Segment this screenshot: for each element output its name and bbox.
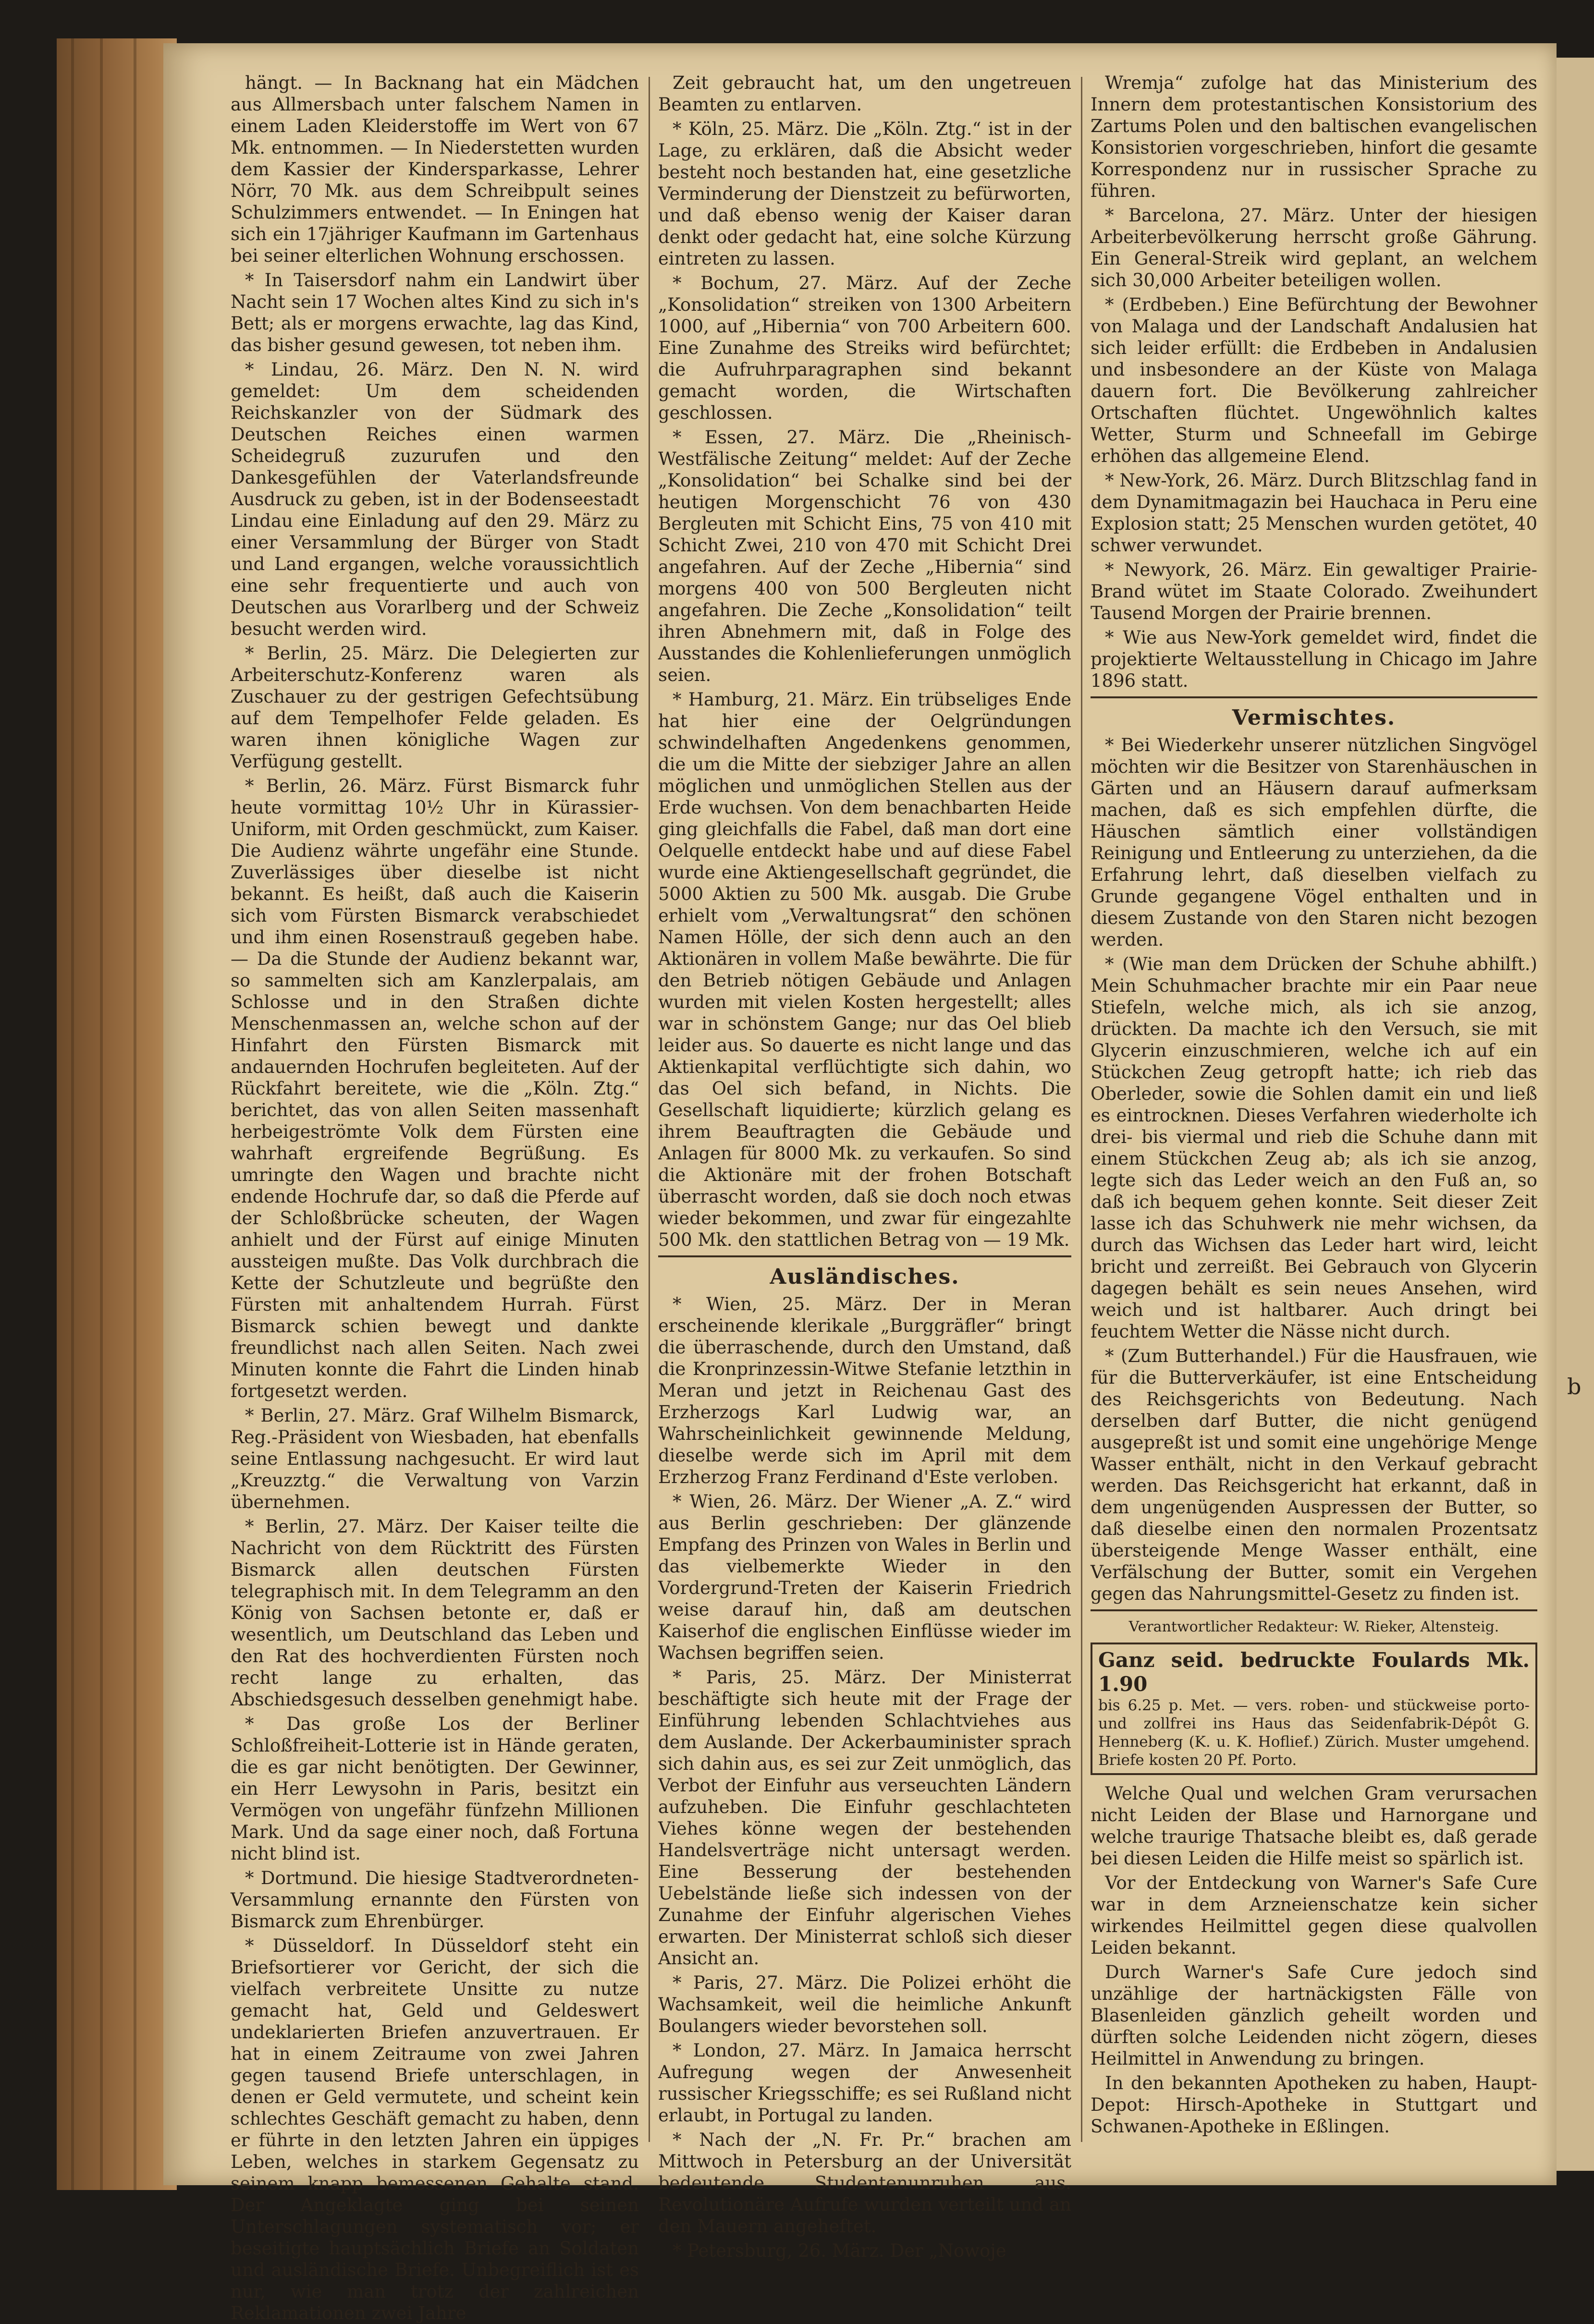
- column-3: [1091, 72, 1537, 2152]
- article-paragraph: * Petersburg, 26. März. Der „Nowoje: [673, 2240, 1006, 2261]
- newspaper-page: [163, 43, 1557, 2324]
- article-paragraph: * Bei Wiederkehr unserer nützlichen Singvögel möchten wir die Besitzer von Starenhäuschen in Gärten und an Häusern darauf aufmerksam machen, daß es sich empfehlen dürfte, die Häuschen sämtlich einer vollständigen Reinigung und Entleerung zu unterziehen, da die Erfahrung lehrt, daß dieselben vielfach zu Grunde gegangene Vögel enthalten und in diesem Zustande von den Staren nicht bezogen werden.: [1091, 735, 1537, 950]
- article-paragraph: Welche Qual und welchen Gram verursachen nicht Leiden der Blase und Harnorgane und welche traurige Thatsache bleibt es, daß gerade bei diesen Leiden die Hilfe meist so spärlich ist.: [1091, 1783, 1537, 1869]
- article-paragraph: * Dortmund. Die hiesige Stadtverordneten-Versammlung ernannte den Fürsten von Bismarck zum Ehrenbürger.: [231, 1868, 639, 1932]
- adjacent-page-letter: b: [1567, 1374, 1582, 1399]
- adjacent-page-edge: [1557, 58, 1594, 2171]
- column-3-articles: [1091, 72, 1537, 692]
- section-rule: [1091, 696, 1537, 698]
- page-edge: [134, 38, 136, 2190]
- article-paragraph: * London, 27. März. In Jamaica herrscht Aufregung wegen der Anwesenheit russischer Kriegsschiffe; es sei Rußland nicht erlaubt, in Portugal zu landen.: [658, 2040, 1071, 2126]
- article-paragraph: * Wien, 26. März. Der Wiener „A. Z.“ wird aus Berlin geschrieben: Der glänzende Empfang des Prinzen von Wales in Berlin und das vielbemerkte Wieder in den Vordergrund-Treten der Kaiserin Friedrich weise darauf hin, daß am deutschen Kaiserhof die englischen Einflüsse wieder im Wachsen begriffen seien.: [658, 1491, 1071, 1663]
- ad-body: bis 6.25 p. Met. — vers. roben- und stückweise porto- und zollfrei ins Haus das Seidenfabrik-Dépôt G. Henneberg (K. u. K. Hoflief.) Zürich. Muster umgehend. Briefe kosten 20 Pf. Porto.: [1098, 1697, 1530, 1769]
- article-paragraph: * In Taisersdorf nahm ein Landwirt über Nacht sein 17 Wochen altes Kind zu sich in's Bett; als er morgens erwachte, lag das Kind, das bisher gesund gewesen, tot neben ihm.: [231, 270, 639, 355]
- column-1: [231, 72, 639, 2324]
- article-paragraph: Durch Warner's Safe Cure jedoch sind unzählige der hartnäckigsten Fälle von Blasenleiden gänzlich geheilt worden und dürften solche Leidenden nicht zögern, dieses Heilmittel in Anwendung zu bringen.: [1091, 1962, 1537, 2069]
- editor-credit: Verantwortlicher Redakteur: W. Rieker, Altensteig.: [1128, 1618, 1499, 1635]
- page-edge: [100, 38, 103, 2190]
- article-paragraph: * Berlin, 27. März. Graf Wilhelm Bismarck, Reg.-Präsident von Wiesbaden, hat ebenfalls seine Entlassung nachgesucht. Er wird laut „Kreuzztg.“ die Verwaltung von Varzin übernehmen.: [231, 1405, 639, 1512]
- article-paragraph: Wremja“ zufolge hat das Ministerium des Innern dem protestantischen Konsistorium des Zartums Polen und den baltischen evangelischen Konsistorien vorgeschrieben, hinfort die gesamte Korrespondenz nur in russischer Sprache zu führen.: [1091, 73, 1537, 201]
- article-paragraph: * Köln, 25. März. Die „Köln. Ztg.“ ist in der Lage, zu erklären, daß die Absicht weder besteht noch bestanden hat, eine gesetzliche Verminderung der Dienstzeit zu befürworten, und daß ebenso wenig der Kaiser daran denkt oder gedacht hat, eine solche Kürzung eintreten zu lassen.: [658, 119, 1071, 269]
- section-heading-vermischtes: Vermischtes.: [1232, 706, 1396, 730]
- article-paragraph: * Lindau, 26. März. Den N. N. wird gemeldet: Um dem scheidenden Reichskanzler von der Südmark des Deutschen Reiches einen warmen Scheidegruß zuzurufen und den Dankesgefühlen der Vaterlandsfreunde Ausdruck zu geben, ist in der Bodenseestadt Lindau eine Einladung auf den 29. März zu einer Versammlung der Bürger von Stadt und Land ergangen, welche voraussichtlich eine sehr frequentierte und auch von Deutschen aus Vorarlberg und der Schweiz besucht werden wird.: [231, 359, 639, 639]
- article-paragraph: * Wien, 25. März. Der in Meran erscheinende klerikale „Burggräfler“ bringt die überraschende, durch den Umstand, daß die Kronprinzessin-Witwe Stefanie letzthin in Meran und jetzt in Reichenau Gast des Erzherzogs Karl Ludwig war, an Wahrscheinlichkeit gewinnende Meldung, dieselbe werde sich im April mit dem Erzherzog Franz Ferdinand d'Este verloben.: [658, 1294, 1071, 1487]
- article-paragraph: * Paris, 27. März. Die Polizei erhöht die Wachsamkeit, weil die heimliche Ankunft Boulangers wieder bevorstehen soll.: [658, 1972, 1071, 2036]
- article-paragraph: * Berlin, 25. März. Die Delegierten zur Arbeiterschutz-Konferenz waren als Zuschauer zu der gestrigen Gefechtsübung auf dem Tempelhofer Felde geladen. Es waren ihnen königliche Wagen zur Verfügung gestellt.: [231, 643, 639, 772]
- article-paragraph: * Hamburg, 21. März. Ein trübseliges Ende hat hier eine der Oelgründungen schwindelhaften Angedenkens genommen, die um die Mitte der siebziger Jahre an allen möglichen und unmöglichen Stellen aus der Erde wuchsen. Von dem benachbarten Heide ging gleichfalls die Fabel, daß man dort eine Oelquelle entdeckt habe und auf diese Fabel wurde eine Aktiengesellschaft gegründet, die 5000 Aktien zu 500 Mk. ausgab. Die Grube erhielt vom „Verwaltungsrat“ den schönen Namen Hölle, der sich denn auch an den Aktionären in vollem Maße bewährte. Die für den Betrieb nötigen Gebäude und Anlagen wurden mit vielen Kosten hergestellt; alles war in schönstem Gange; nur das Oel blieb leider aus. So dauerte es nicht lange und das Aktienkapital verflüchtigte sich dahin, wo das Oel sich befand, in Nichts. Die Gesellschaft liquidierte; kürzlich gelang es ihrem Beauftragten die Gebäude und Anlagen für 8000 Mk. zu verkaufen. So sind die Aktionäre mit der frohen Botschaft überrascht worden, daß sie doch noch etwas wieder bekommen, und zwar für eingezahlte 500 Mk. den stattlichen Betrag von — 19 Mk.: [658, 689, 1071, 1250]
- ad-title: Ganz seid. bedruckte Foulards Mk. 1.90: [1098, 1648, 1530, 1696]
- page-edge: [71, 38, 74, 2190]
- article-paragraph: * Paris, 25. März. Der Ministerrat beschäftigte sich heute mit der Frage der Einführung lebenden Schlachtviehes aus dem Auslande. Der Ackerbauminister sprach sich dahin aus, es sei zur Zeit unmöglich, das Verbot der Einfuhr aus verseuchten Ländern aufzuheben. Die Einfuhr geschlachteten Viehes könne wegen der bestehenden Handelsverträge nicht untersagt werden. Eine Besserung der bestehenden Uebelstände ließe sich indessen von der Zunahme der Einfuhr algerischen Viehes erwarten. Der Ministerrat schloß sich dieser Ansicht an.: [658, 1667, 1071, 1969]
- column-divider: [1081, 77, 1082, 2142]
- article-paragraph: * (Erdbeben.) Eine Befürchtung der Bewohner von Malaga und der Landschaft Andalusien hat sich leider erfüllt: die Erdbeben in Andalusien und insbesondere an der Küste von Malaga dauern fort. Die Bevölkerung zahlreicher Ortschaften flüchtet. Ungewöhnlich kaltes Wetter, Sturm und Schneefall im Gebirge erhöhen das allgemeine Elend.: [1091, 294, 1537, 466]
- warner-advertisement: [1091, 1783, 1537, 2137]
- section-rule: [658, 1255, 1071, 1257]
- article-paragraph: * Bochum, 27. März. Auf der Zeche „Konsolidation“ streiken von 1300 Arbeitern 1000, auf „Hibernia“ von 700 Arbeitern 600. Eine Zunahme des Streiks wird befürchtet; die Aufruhrparagraphen sind bekannt gemacht worden, die Wirtschaften geschlossen.: [658, 273, 1071, 423]
- column-2: [658, 72, 1071, 2261]
- article-paragraph: * (Wie man dem Drücken der Schuhe abhilft.) Mein Schuhmacher brachte mir ein Paar neue Stiefeln, welche mich, als ich sie anzog, drückten. Da machte ich den Versuch, sie mit Glycerin einzuschmieren, welche ich auf ein Stückchen Zeug getropft hatte; ich rieb das Oberleder, sowie die Sohlen damit ein und ließ es eintrocknen. Dieses Verfahren wiederholte ich drei- bis viermal und rieb die Schuhe dann mit einem Stückchen Zeug ab; als ich sie anzog, legte sich das Leder weich an den Fuß an, so daß ich bequem gehen konnte. Seit dieser Zeit lasse ich das Schuhwerk nie mehr wichsen, da durch das Wichsen das Leder hart wird, leicht bricht und zerreißt. Bei Gebrauch von Glycerin dagegen behält es sein neues Ansehen, wird weich und ist haltbarer. Auch dringt bei feuchtem Wetter die Nässe nicht durch.: [1091, 954, 1537, 1342]
- article-paragraph: Zeit gebraucht hat, um den ungetreuen Beamten zu entlarven.: [658, 73, 1071, 115]
- article-paragraph: hängt. — In Backnang hat ein Mädchen aus Allmersbach unter falschem Namen in einem Laden Kleiderstoffe im Wert von 67 Mk. entnommen. — In Niederstetten wurden dem Kassier der Kindersparkasse, Lehrer Nörr, 70 Mk. aus dem Schreibpult seines Schulzimmers entwendet. — In Eningen hat sich ein 17jähriger Kaufmann im Gartenhaus bei seiner elterlichen Wohnung erschossen.: [231, 73, 639, 266]
- foulards-advertisement: [1091, 1643, 1537, 1775]
- article-paragraph: * Nach der „N. Fr. Pr.“ brachen am Mittwoch in Petersburg an der Universität bedeutende Studentenunruhen aus. Revolutionäre Aufrufe wurden verteilt und an den Mauern angeheftet.: [658, 2129, 1071, 2237]
- article-paragraph: * (Zum Butterhandel.) Für die Hausfrauen, wie für die Butterverkäufer, ist eine Entscheidung des Reichsgerichts von Bedeutung. Nach derselben darf Butter, die nicht genügend ausgepreßt ist und somit eine ungehörige Menge Wasser enthält, nicht in den Verkauf gebracht werden. Das Reichsgericht hat erkannt, daß in dem ungenügenden Auspressen der Butter, so daß dieselbe einen den normalen Prozentsatz übersteigende Menge Wasser enthält, eine Verfälschung der Butter, somit ein Vergehen gegen das Nahrungsmittel-Gesetz zu finden ist.: [1091, 1346, 1537, 1604]
- section-heading-auslaendisches: Ausländisches.: [770, 1265, 960, 1289]
- article-paragraph: In den bekannten Apotheken zu haben, Haupt-Depot: Hirsch-Apotheke in Stuttgart und Schwanen-Apotheke in Eßlingen.: [1091, 2073, 1537, 2137]
- column-3-misc-articles: [1091, 734, 1537, 1605]
- article-paragraph: * Berlin, 26. März. Fürst Bismarck fuhr heute vormittag 10½ Uhr in Kürassier-Uniform, mit Orden geschmückt, zum Kaiser. Die Audienz währte ungefähr eine Stunde. Zuverlässiges über dieselbe ist nicht bekannt. Es heißt, daß auch die Kaiserin sich vom Fürsten Bismarck verabschiedet und ihm einen Rosenstrauß gegeben habe. — Da die Stunde der Audienz bekannt war, so sammelten sich am Kanzlerpalais, am Schlosse und in den Straßen dichte Menschenmassen an, welche schon auf der Hinfahrt den Fürsten Bismarck mit andauernden Hochrufen begleiteten. Auf der Rückfahrt bereitete, wie die „Köln. Ztg.“ berichtet, das von allen Seiten massenhaft herbeigeströmte Volk dem Fürsten eine wahrhaft ergreifende Begrüßung. Es umringte den Wagen und brachte nicht endende Hochrufe dar, so daß die Pferde auf der Schloßbrücke scheuten, der Wagen anhielt und der Fürst auf einige Minuten aussteigen mußte. Das Volk durchbrach die Kette der Schutzleute und begrüßte den Fürsten mit anhaltendem Hurrah. Fürst Bismarck schien bewegt und dankte freundlichst nach allen Seiten. Nach zwei Minuten konnte die Fahrt die Linden hinab fortgesetzt werden.: [231, 776, 639, 1401]
- article-paragraph: * Das große Los der Berliner Schloßfreiheit-Lotterie ist in Hände geraten, die es gar nicht benötigten. Der Gewinner, ein Herr Lewysohn in Paris, besitzt ein Vermögen von ungefähr fünfzehn Millionen Mark. Und da sage einer noch, daß Fortuna nicht blind ist.: [231, 1714, 639, 1864]
- article-paragraph: * New-York, 26. März. Durch Blitzschlag fand in dem Dynamitmagazin bei Hauchaca in Peru eine Explosion statt; 25 Menschen wurden getötet, 40 schwer verwundet.: [1091, 470, 1537, 556]
- article-paragraph: * Barcelona, 27. März. Unter der hiesigen Arbeiterbevölkerung herrscht große Gährung. Ein General-Streik wird geplant, an welchem sich 30,000 Arbeiter beteiligen wollen.: [1091, 205, 1537, 291]
- column-2-articles: [658, 72, 1071, 1251]
- article-paragraph: * Düsseldorf. In Düsseldorf steht ein Briefsortierer vor Gericht, der sich die vielfach verbreitete Unsitte zu nutze gemacht hat, Geld und Geldeswert undeklarierten Briefen anzuvertrauen. Er hat in einem Zeitraume von zwei Jahren gegen tausend Briefe unterschlagen, in denen er Geld vermutete, und scheint kein schlechtes Geschäft gemacht zu haben, denn er führte in den letzten Jahren ein üppiges Leben, welches in starkem Gegensatz zu seinem knapp bemessenen Gehalte stand. Der Angeklagte ging bei seinen Unterschlagungen systematisch vor; er beseitigte hauptsächlich Briefe an Soldaten und ausländische Briefe. Unbegreiflich ist es nur, wie man trotz der zahlreichen Reklamationen zwei Jahre: [231, 1935, 639, 2324]
- article-paragraph: Vor der Entdeckung von Warner's Safe Cure war in dem Arzneienschatze kein sicher wirkendes Heilmittel gegen diese qualvollen Leiden bekannt.: [1091, 1873, 1537, 1958]
- article-paragraph: * Berlin, 27. März. Der Kaiser teilte die Nachricht von dem Rücktritt des Fürsten Bismarck allen deutschen Fürsten telegraphisch mit. In dem Telegramm an den König von Sachsen betonte er, daß er wesentlich, um Deutschland das Leben und den Rat des hochverdienten Fürsten noch recht lange zu erhalten, das Abschiedsgesuch desselben genehmigt habe.: [231, 1516, 639, 1710]
- article-paragraph: * Newyork, 26. März. Ein gewaltiger Prairie-Brand wütet im Staate Colorado. Zweihundert Tausend Morgen der Prairie brennen.: [1091, 560, 1537, 623]
- column-2-foreign-articles: [658, 1293, 1071, 2262]
- article-paragraph: * Wie aus New-York gemeldet wird, findet die projektierte Weltausstellung in Chicago im Jahre 1896 statt.: [1091, 627, 1537, 691]
- section-rule: [1091, 1609, 1537, 1611]
- column-divider: [649, 77, 650, 2142]
- article-paragraph: * Essen, 27. März. Die „Rheinisch-Westfälische Zeitung“ meldet: Auf der Zeche „Konsolidation“ bei Schalke sind bei der heutigen Morgenschicht 76 von 430 Bergleuten mit Schicht Eins, 75 von 410 mit Schicht Zwei, 210 von 470 mit Schicht Drei angefahren. Auf der Zeche „Hibernia“ sind morgens 400 von 500 Bergleuten nicht angefahren. Die Zeche „Konsolidation“ teilt ihren Abnehmern mit, daß in Folge des Ausstandes die Kohlenlieferungen unmöglich seien.: [658, 427, 1071, 685]
- book-binding: [57, 38, 177, 2190]
